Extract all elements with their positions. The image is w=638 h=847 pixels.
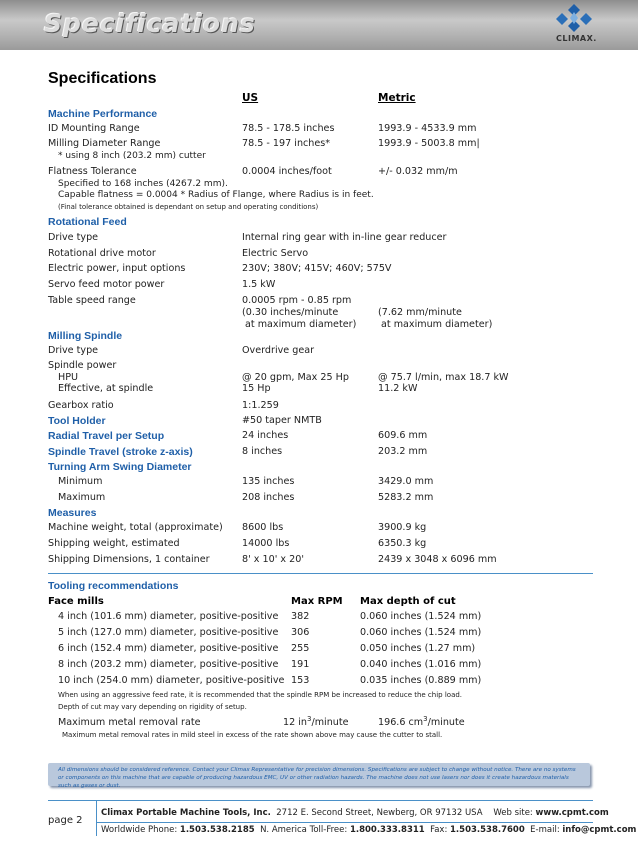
col-header-us: US — [242, 92, 259, 104]
web-link[interactable]: www.cpmt.com — [535, 808, 609, 818]
rf-motor-value: Electric Servo — [242, 248, 309, 259]
arm-max-us: 208 inches — [242, 492, 295, 503]
flatness-note-3: (Final tolerance obtained is dependant on setup and operating conditions) — [58, 203, 319, 211]
tooling-row-mill: 6 inch (152.4 mm) diameter, positive-positive — [58, 643, 279, 654]
tooling-row-rpm: 191 — [291, 659, 310, 670]
arm-max-label: Maximum — [58, 492, 106, 503]
weight-us: 8600 lbs — [242, 522, 284, 533]
ms-hpu-label: HPU — [58, 372, 79, 383]
ship-dim-label: Shipping Dimensions, 1 container — [48, 554, 210, 565]
milling-range-us: 78.5 - 197 inches* — [242, 138, 331, 149]
climax-logo-icon — [556, 3, 592, 33]
col-header-metric: Metric — [378, 92, 416, 104]
mmr-us: 12 $in^3$/minute — [283, 715, 349, 729]
section-turning-arm: Turning Arm Swing Diameter — [48, 461, 192, 473]
footer-top-rule — [48, 800, 593, 801]
ship-dim-metric: 2439 x 3048 x 6096 mm — [378, 554, 497, 565]
ms-effective-metric: 11.2 kW — [378, 383, 418, 394]
tooling-row-depth: 0.050 inches (1.27 mm) — [360, 643, 476, 654]
tooling-header-mills: Face mills — [48, 596, 104, 607]
tooling-header-rpm: Max RPM — [291, 596, 343, 607]
page-number: page 2 — [48, 815, 83, 826]
tooling-row-depth: 0.060 inches (1.524 mm) — [360, 611, 482, 622]
milling-range-metric: 1993.9 - 5003.8 mm| — [378, 138, 480, 149]
section-tooling: Tooling recommendations — [48, 580, 179, 592]
tooling-row-rpm: 153 — [291, 675, 310, 686]
section-spindle-travel: Spindle Travel (stroke z-axis) — [48, 446, 193, 458]
flatness-us: 0.0004 inches/foot — [242, 166, 332, 177]
ship-dim-us: 8' x 10' x 20' — [242, 554, 304, 565]
spindle-travel-metric: 203.2 mm — [378, 446, 428, 457]
rf-table-us-1: (0.30 inches/minute — [242, 307, 339, 318]
page-title: Specifications — [48, 70, 157, 87]
rf-table-label: Table speed range — [48, 295, 136, 306]
ms-drive-value: Overdrive gear — [242, 345, 315, 356]
fax-number: 1.503.538.7600 — [450, 825, 525, 835]
section-machine-performance: Machine Performance — [48, 108, 158, 120]
spindle-travel-us: 8 inches — [242, 446, 283, 457]
tooling-row-depth: 0.040 inches (1.016 mm) — [360, 659, 482, 670]
arm-min-us: 135 inches — [242, 476, 295, 487]
radial-travel-us: 24 inches — [242, 430, 289, 441]
rf-motor-label: Rotational drive motor — [48, 248, 156, 259]
ms-power-label: Spindle power — [48, 360, 117, 371]
ms-effective-us: 15 Hp — [242, 383, 271, 394]
email-link[interactable]: info@cpmt.com — [562, 825, 637, 835]
rf-table-us-2: at maximum diameter) — [245, 319, 357, 330]
mmr-label: Maximum metal removal rate — [58, 717, 201, 728]
rf-drive-value: Internal ring gear with in-line gear reducer — [242, 232, 447, 243]
rf-table-value: 0.0005 rpm - 0.85 rpm — [242, 295, 352, 306]
ship-weight-metric: 6350.3 kg — [378, 538, 427, 549]
ms-drive-label: Drive type — [48, 345, 99, 356]
ship-weight-us: 14000 lbs — [242, 538, 290, 549]
tooling-row-mill: 10 inch (254.0 mm) diameter, positive-positive — [58, 675, 285, 686]
ship-weight-label: Shipping weight, estimated — [48, 538, 180, 549]
weight-label: Machine weight, total (approximate) — [48, 522, 223, 533]
footer-divider — [96, 822, 593, 823]
ms-hpu-metric: @ 75.7 l/min, max 18.7 kW — [378, 372, 509, 383]
toll-free-number: 1.800.333.8311 — [349, 825, 425, 835]
arm-min-metric: 3429.0 mm — [378, 476, 434, 487]
company-name: Climax Portable Machine Tools, Inc. — [101, 808, 271, 818]
section-radial-travel: Radial Travel per Setup — [48, 430, 165, 442]
tooling-note-2: Depth of cut may vary depending on rigidity of setup. — [58, 703, 247, 711]
ms-effective-label: Effective, at spindle — [58, 383, 154, 394]
id-range-metric: 1993.9 - 4533.9 mm — [378, 123, 477, 134]
tooling-row-rpm: 255 — [291, 643, 310, 654]
tooling-note-1: When using an aggressive feed rate, it is recommended that the spindle RPM be increased to reduce the chip load. — [58, 691, 463, 699]
rf-servo-label: Servo feed motor power — [48, 279, 165, 290]
tooling-row-rpm: 306 — [291, 627, 310, 638]
ms-gear-label: Gearbox ratio — [48, 400, 114, 411]
tooling-row-depth: 0.060 inches (1.524 mm) — [360, 627, 482, 638]
section-divider — [48, 573, 593, 574]
tooling-row-mill: 4 inch (101.6 mm) diameter, positive-positive — [58, 611, 279, 622]
milling-range-label: Milling Diameter Range — [48, 138, 161, 149]
rf-table-metric-1: (7.62 mm/minute — [378, 307, 462, 318]
banner-title: Specifications — [44, 9, 256, 38]
company-address: 2712 E. Second Street, Newberg, OR 97132 USA — [276, 808, 483, 818]
weight-metric: 3900.9 kg — [378, 522, 427, 533]
id-range-label: ID Mounting Range — [48, 123, 140, 134]
arm-max-metric: 5283.2 mm — [378, 492, 434, 503]
tooling-header-depth: Max depth of cut — [360, 596, 456, 607]
flatness-note-1: Specified to 168 inches (4267.2 mm). — [58, 179, 228, 189]
id-range-us: 78.5 - 178.5 inches — [242, 123, 335, 134]
tooling-row-mill: 5 inch (127.0 mm) diameter, positive-positive — [58, 627, 279, 638]
tooling-row-depth: 0.035 inches (0.889 mm) — [360, 675, 482, 686]
web-label: Web site: — [493, 808, 533, 818]
milling-range-note: * using 8 inch (203.2 mm) cutter — [58, 151, 206, 161]
ms-hpu-us: @ 20 gpm, Max 25 Hp — [242, 372, 349, 383]
section-milling-spindle: Milling Spindle — [48, 330, 123, 342]
rf-power-label: Electric power, input options — [48, 263, 186, 274]
footer-line-1 — [101, 808, 609, 818]
ms-gear-value: 1:1.259 — [242, 400, 279, 411]
mmr-note: Maximum metal removal rates in mild steel in excess of the rate shown above may cause the cutter to stall. — [62, 731, 443, 739]
rf-power-value: 230V; 380V; 415V; 460V; 575V — [242, 263, 392, 274]
flatness-label: Flatness Tolerance — [48, 166, 137, 177]
section-tool-holder: Tool Holder — [48, 415, 106, 427]
disclaimer-text: All dimensions should be considered reference. Contact your Climax Representative for precision dimensions. Specifications are subject to change without notice. There are no systems or components on this machine that are capable of producing hazardous EMC, UV or other radiation hazards. The machine does not use lasers nor does it create hazardous materials such as gases or dust. — [58, 767, 576, 789]
section-rotational-feed: Rotational Feed — [48, 216, 127, 228]
phone-number: 1.503.538.2185 — [179, 825, 255, 835]
radial-travel-metric: 609.6 mm — [378, 430, 428, 441]
rf-servo-value: 1.5 kW — [242, 279, 276, 290]
tooling-row-mill: 8 inch (203.2 mm) diameter, positive-positive — [58, 659, 279, 670]
section-measures: Measures — [48, 507, 97, 519]
rf-drive-label: Drive type — [48, 232, 99, 243]
flatness-metric: +/- 0.032 mm/m — [378, 166, 458, 177]
arm-min-label: Minimum — [58, 476, 103, 487]
logo-text: CLIMAX. — [556, 34, 597, 43]
mmr-metric: 196.6 $cm^3$/minute — [378, 715, 465, 729]
flatness-note-2: Capable flatness = 0.0004 * Radius of Flange, where Radius is in feet. — [58, 190, 374, 200]
footer-line-2: Worldwide Phone: 1.503.538.2185 N. America Toll-Free: 1.800.333.8311 Fax: 1.503.538.7600 E-mail: info@cpmt.com — [101, 825, 637, 835]
tool-holder-value: #50 taper NMTB — [242, 415, 322, 426]
tooling-row-rpm: 382 — [291, 611, 310, 622]
rf-table-metric-2: at maximum diameter) — [381, 319, 493, 330]
